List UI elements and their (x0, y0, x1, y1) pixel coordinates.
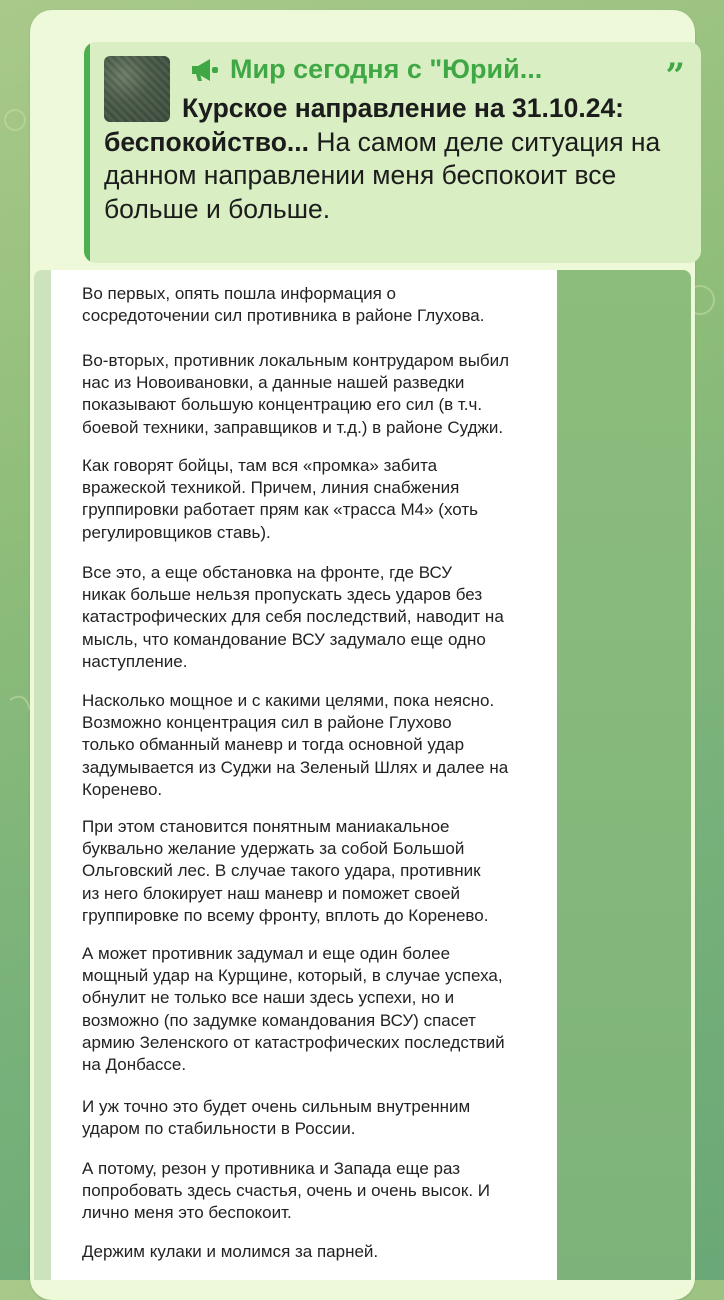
doc-paragraph: Насколько мощное и с какими целями, пока неясно. Возможно концентрация сил в районе Глухово только обманный маневр и тогда основной удар задумывается из Суджи на Зеленый Шлях и далее на Коренево. (82, 691, 509, 799)
doc-paragraph: А может противник задумал и еще один более мощный удар на Курщине, который, в случае успеха, обнулит не только все наши здесь успехи, но и возможно (по задумке командования ВСУ) спасет армию Зеленского от катастрофических последствий на Донбассе. (82, 944, 505, 1075)
reply-text (104, 92, 684, 226)
reply-title: Курское направление на 31.10.24: беспокойство... (104, 93, 625, 157)
megaphone-icon (190, 57, 220, 83)
channel-name[interactable] (190, 54, 542, 85)
doc-paragraph: А потому, резон у противника и Запада еще раз попробовать здесь счастья, очень и очень высок. И лично меня это беспокоит. (82, 1159, 490, 1223)
document-side-margin (557, 270, 691, 1280)
reply-preview[interactable] (84, 42, 701, 263)
doc-paragraph: Держим кулаки и молимся за парней. (82, 1242, 379, 1261)
doc-paragraph: Во первых, опять пошла информация о сосредоточении сил противника в районе Глухова. (82, 284, 485, 326)
doc-paragraph: Во-вторых, противник локальным контрударом выбил нас из Новоивановки, а данные нашей разведки показывают большую концентрацию его сил (в т.ч. боевой техники, заправщиков и т.д.) в районе Суджи. (82, 351, 510, 437)
reply-excerpt: На самом деле ситуация на данном направлении меня беспокоит все больше и больше. (104, 126, 661, 224)
reply-accent-bar (84, 42, 90, 263)
doc-paragraph: И уж точно это будет очень сильным внутренним ударом по стабильности в России. (82, 1097, 471, 1139)
doc-paragraph: При этом становится понятным маниакальное буквально желание удержать за собой Большой Ольговский лес. В случае такого удара, противник из него блокирует наш маневр и поможет своей группировке по всему фронту, вплоть до Коренево. (82, 817, 489, 925)
document-screenshot[interactable] (34, 270, 691, 1280)
doc-paragraph: Как говорят бойцы, там вся «промка» забита вражеской техникой. Причем, линия снабжения группировки работает прям как «трасса М4» (хоть регулировщиков ставь). (82, 456, 478, 542)
channel-name-text: Мир сегодня с "Юрий... (230, 54, 543, 84)
quote-icon: ” (665, 56, 685, 96)
doc-paragraph: Все это, а еще обстановка на фронте, где ВСУ никак больше нельзя пропускать здесь ударов без катастрофических для себя последствий, наводит на мысль, что командование ВСУ задумало еще одно наступление. (82, 563, 504, 671)
